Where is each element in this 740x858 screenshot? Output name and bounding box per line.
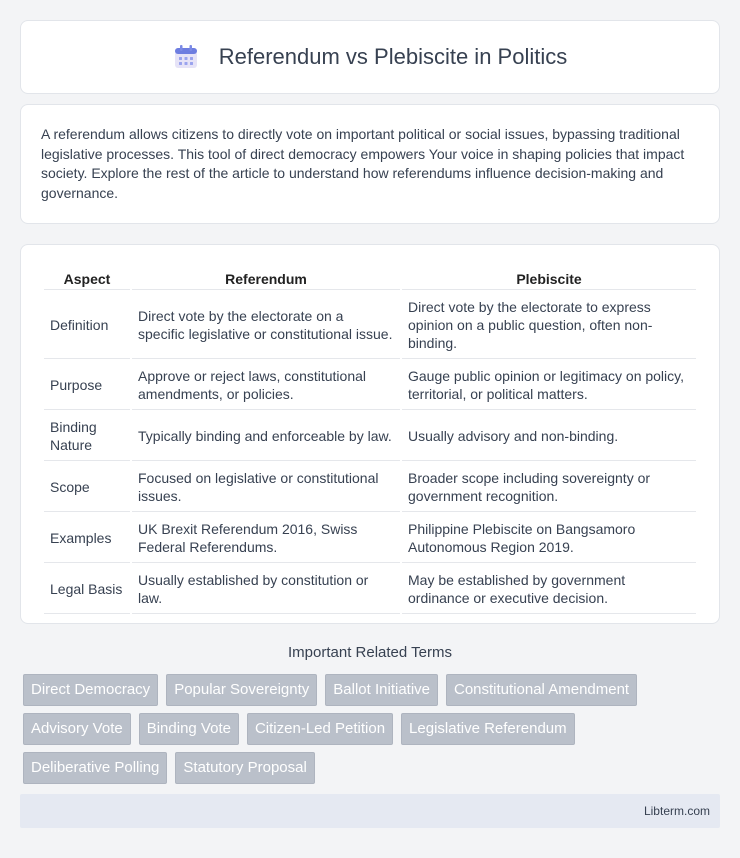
row-aspect: Definition — [44, 292, 130, 359]
row-referendum: Direct vote by the electorate on a specific legislative or constitutional issue. — [132, 292, 400, 359]
row-referendum: Usually established by constitution or law. — [132, 565, 400, 614]
row-aspect: Legal Basis — [44, 565, 130, 614]
row-referendum: Approve or reject laws, constitutional amendments, or policies. — [132, 361, 400, 410]
footer — [20, 794, 720, 828]
tag-ballot-initiative[interactable]: Ballot Initiative — [325, 674, 438, 706]
row-referendum: Focused on legislative or constitutional issues. — [132, 463, 400, 512]
intro-card — [20, 104, 720, 224]
header-plebiscite: Plebiscite — [402, 267, 696, 290]
tag-binding-vote[interactable]: Binding Vote — [139, 713, 239, 745]
table-row — [44, 412, 696, 461]
comparison-table — [42, 265, 698, 616]
footer-site-link[interactable]: Libterm.com — [643, 804, 710, 818]
tag-citizen-led-petition[interactable]: Citizen-Led Petition — [247, 713, 393, 745]
header-referendum: Referendum — [132, 267, 400, 290]
row-aspect: Purpose — [44, 361, 130, 410]
table-row — [44, 565, 696, 614]
row-plebiscite: May be established by government ordinance or executive decision. — [402, 565, 696, 614]
page-title: Referendum vs Plebiscite in Politics — [218, 44, 568, 69]
comparison-card — [20, 244, 720, 624]
row-aspect: Scope — [44, 463, 130, 512]
row-aspect: Binding Nature — [44, 412, 130, 461]
table-row — [44, 361, 696, 410]
table-row — [44, 292, 696, 359]
row-plebiscite: Direct vote by the electorate to express opinion on a public question, often non-binding. — [402, 292, 696, 359]
related-terms-section — [20, 644, 720, 784]
row-aspect: Examples — [44, 514, 130, 563]
tag-deliberative-polling[interactable]: Deliberative Polling — [23, 752, 167, 784]
row-referendum: UK Brexit Referendum 2016, Swiss Federal Referendums. — [132, 514, 400, 563]
row-plebiscite: Usually advisory and non-binding. — [402, 412, 696, 461]
tag-advisory-vote[interactable]: Advisory Vote — [23, 713, 131, 745]
header-card — [20, 20, 720, 94]
header-aspect: Aspect — [44, 267, 130, 290]
table-row — [44, 514, 696, 563]
row-plebiscite: Philippine Plebiscite on Bangsamoro Autonomous Region 2019. — [402, 514, 696, 563]
calendar-icon — [173, 44, 199, 70]
row-plebiscite: Gauge public opinion or legitimacy on policy, territorial, or political matters. — [402, 361, 696, 410]
tag-legislative-referendum[interactable]: Legislative Referendum — [401, 713, 575, 745]
row-referendum: Typically binding and enforceable by law. — [132, 412, 400, 461]
tag-popular-sovereignty[interactable]: Popular Sovereignty — [166, 674, 317, 706]
related-tags — [20, 674, 720, 784]
table-row — [44, 463, 696, 512]
related-terms-title: Important Related Terms — [288, 644, 452, 661]
tag-statutory-proposal[interactable]: Statutory Proposal — [175, 752, 314, 784]
row-plebiscite: Broader scope including sovereignty or government recognition. — [402, 463, 696, 512]
intro-text: A referendum allows citizens to directly vote on important political or social issues, bypassing traditional legislative processes. This tool of direct democracy empowers Your voice in shaping policies that impact society. Explore the rest of the article to understand how referendums influence decision-making and governance. — [41, 126, 685, 201]
tag-direct-democracy[interactable]: Direct Democracy — [23, 674, 158, 706]
tag-constitutional-amendment[interactable]: Constitutional Amendment — [446, 674, 637, 706]
table-header-row — [44, 267, 696, 290]
